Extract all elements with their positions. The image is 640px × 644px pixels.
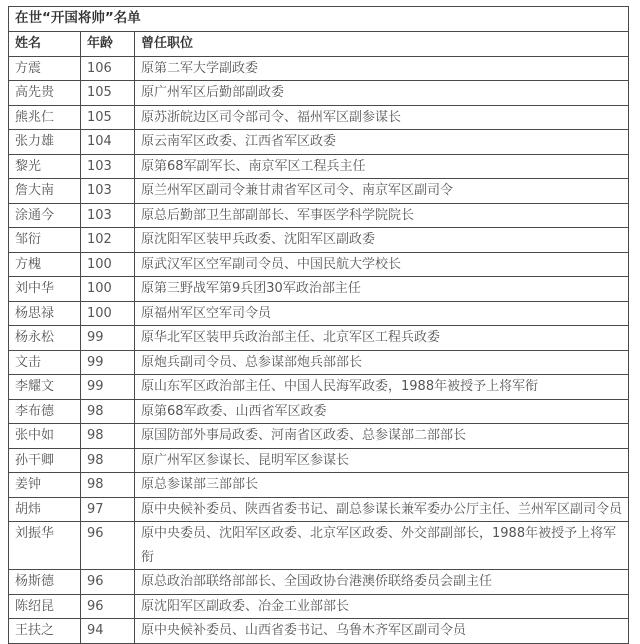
cell-name: 詹大南: [9, 179, 81, 204]
cell-name: 刘中华: [9, 277, 81, 302]
table-row: [9, 252, 629, 277]
cell-position: 原炮兵副司令员、总参谋部炮兵部部长: [135, 350, 629, 375]
cell-age: 98: [81, 448, 135, 473]
table-row: [9, 594, 629, 619]
table-row: [9, 570, 629, 595]
table-title-row: [9, 7, 629, 32]
generals-table-container: [8, 6, 628, 644]
table-row: [9, 56, 629, 81]
cell-name: 方槐: [9, 252, 81, 277]
cell-age: 97: [81, 497, 135, 522]
cell-position: 原总政治部联络部部长、全国政协台港澳侨联络委员会副主任: [135, 570, 629, 595]
cell-age: 105: [81, 81, 135, 106]
table-row: [9, 619, 629, 644]
cell-position: 原广州军区参谋长、昆明军区参谋长: [135, 448, 629, 473]
cell-name: 邹衍: [9, 228, 81, 253]
table-row: [9, 473, 629, 498]
header-position: 曾任职位: [135, 32, 629, 57]
cell-name: 王扶之: [9, 619, 81, 644]
cell-name: 胡炜: [9, 497, 81, 522]
cell-name: 涂通今: [9, 203, 81, 228]
cell-age: 104: [81, 130, 135, 155]
table-row: [9, 228, 629, 253]
cell-age: 100: [81, 252, 135, 277]
cell-name: 姜钟: [9, 473, 81, 498]
cell-age: 99: [81, 326, 135, 351]
table-row: [9, 375, 629, 400]
cell-position: 原兰州军区副司令兼甘肃省军区司令、南京军区副司令: [135, 179, 629, 204]
cell-age: 106: [81, 56, 135, 81]
cell-age: 96: [81, 522, 135, 570]
table-row: [9, 154, 629, 179]
cell-age: 96: [81, 594, 135, 619]
cell-position: 原总参谋部三部部长: [135, 473, 629, 498]
table-row: [9, 497, 629, 522]
table-row: [9, 203, 629, 228]
cell-position: 原中央委员、沈阳军区政委、北京军区政委、外交部副部长，1988年被授予上将军衔: [135, 522, 629, 570]
header-age: 年龄: [81, 32, 135, 57]
cell-name: 杨斯德: [9, 570, 81, 595]
cell-position: 原苏浙皖边区司令部司令、福州军区副参谋长: [135, 105, 629, 130]
cell-position: 原中央候补委员、山西省委书记、乌鲁木齐军区副司令员: [135, 619, 629, 644]
cell-name: 文击: [9, 350, 81, 375]
cell-name: 杨思禄: [9, 301, 81, 326]
cell-name: 李布德: [9, 399, 81, 424]
table-row: [9, 399, 629, 424]
table-row: [9, 81, 629, 106]
cell-age: 96: [81, 570, 135, 595]
cell-age: 105: [81, 105, 135, 130]
cell-name: 杨永松: [9, 326, 81, 351]
cell-age: 99: [81, 375, 135, 400]
table-row: [9, 277, 629, 302]
cell-age: 103: [81, 203, 135, 228]
cell-name: 张中如: [9, 424, 81, 449]
cell-age: 99: [81, 350, 135, 375]
cell-position: 原沈阳军区副政委、冶金工业部部长: [135, 594, 629, 619]
generals-table: [8, 6, 629, 644]
header-name: 姓名: [9, 32, 81, 57]
table-title: 在世“开国将帅”名单: [9, 7, 629, 32]
cell-position: 原第三野战军第9兵团30军政治部主任: [135, 277, 629, 302]
table-row: [9, 130, 629, 155]
table-row: [9, 522, 629, 570]
cell-position: 原第68军副军长、南京军区工程兵主任: [135, 154, 629, 179]
cell-name: 黎光: [9, 154, 81, 179]
cell-age: 102: [81, 228, 135, 253]
cell-age: 98: [81, 399, 135, 424]
table-row: [9, 326, 629, 351]
cell-position: 原福州军区空军司令员: [135, 301, 629, 326]
table-body: [9, 56, 629, 643]
cell-position: 原武汉军区空军副司令员、中国民航大学校长: [135, 252, 629, 277]
cell-position: 原国防部外事局政委、河南省区政委、总参谋部二部部长: [135, 424, 629, 449]
table-row: [9, 350, 629, 375]
cell-age: 98: [81, 424, 135, 449]
cell-name: 张力雄: [9, 130, 81, 155]
cell-name: 孙干卿: [9, 448, 81, 473]
cell-position: 原广州军区后勤部副政委: [135, 81, 629, 106]
table-row: [9, 105, 629, 130]
cell-age: 103: [81, 154, 135, 179]
cell-position: 原中央候补委员、陕西省委书记、副总参谋长兼军委办公厅主任、兰州军区副司令员: [135, 497, 629, 522]
cell-name: 方震: [9, 56, 81, 81]
cell-age: 100: [81, 277, 135, 302]
table-header-row: [9, 32, 629, 57]
cell-position: 原云南军区政委、江西省军区政委: [135, 130, 629, 155]
cell-position: 原第二军大学副政委: [135, 56, 629, 81]
table-row: [9, 448, 629, 473]
cell-position: 原山东军区政治部主任、中国人民海军政委，1988年被授予上将军衔: [135, 375, 629, 400]
cell-age: 103: [81, 179, 135, 204]
cell-position: 原总后勤部卫生部副部长、军事医学科学院院长: [135, 203, 629, 228]
cell-age: 98: [81, 473, 135, 498]
table-row: [9, 179, 629, 204]
cell-name: 陈绍昆: [9, 594, 81, 619]
cell-name: 刘振华: [9, 522, 81, 570]
table-row: [9, 301, 629, 326]
cell-position: 原沈阳军区装甲兵政委、沈阳军区副政委: [135, 228, 629, 253]
cell-name: 高先贵: [9, 81, 81, 106]
cell-position: 原第68军政委、山西省军区政委: [135, 399, 629, 424]
cell-name: 李耀文: [9, 375, 81, 400]
table-row: [9, 424, 629, 449]
cell-age: 100: [81, 301, 135, 326]
cell-name: 熊兆仁: [9, 105, 81, 130]
cell-age: 94: [81, 619, 135, 644]
cell-position: 原华北军区装甲兵政治部主任、北京军区工程兵政委: [135, 326, 629, 351]
